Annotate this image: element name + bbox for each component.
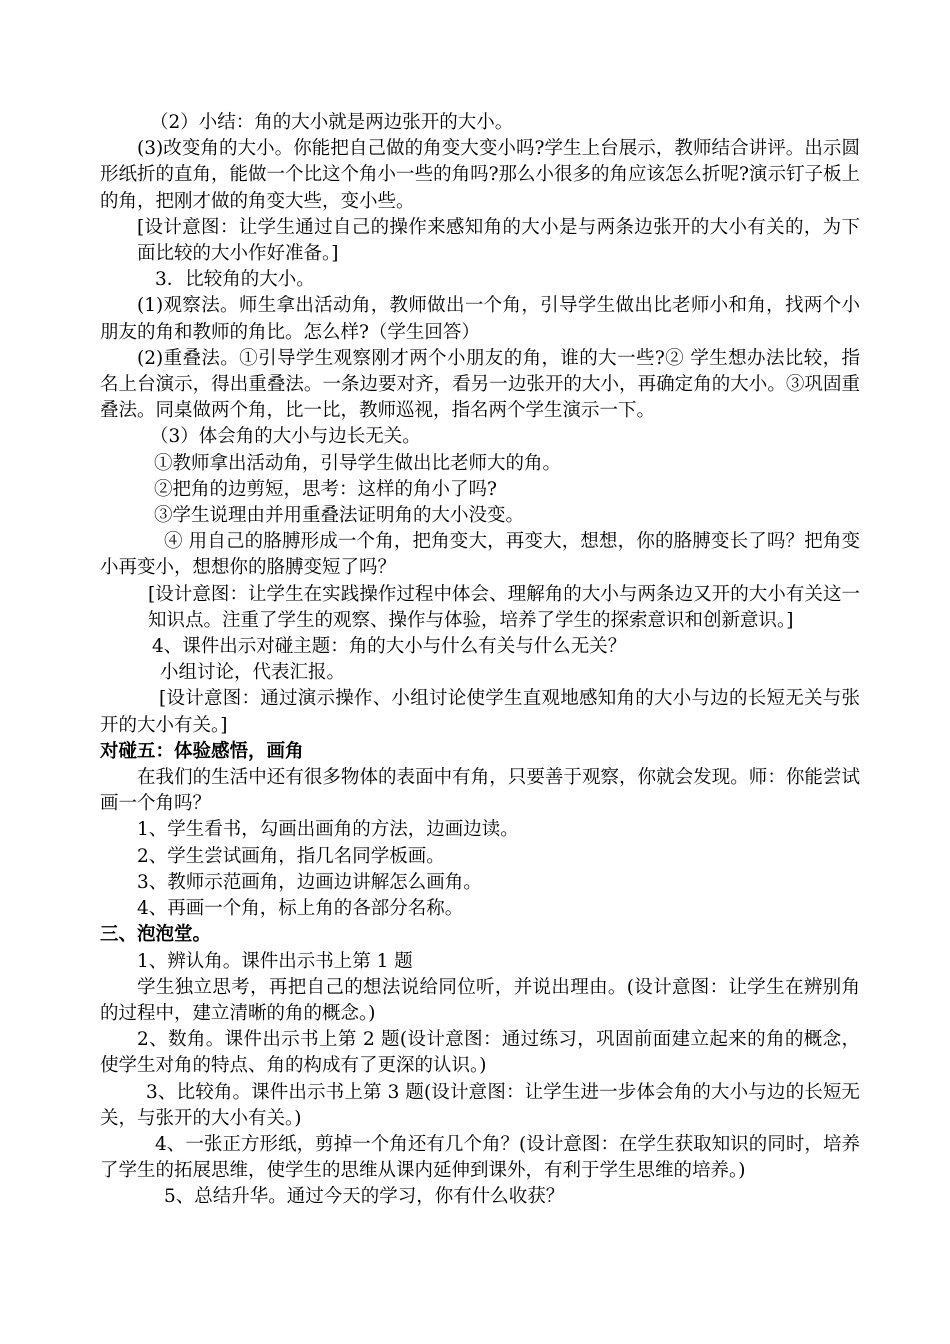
design-intent-2: [设计意图：让学生在实践操作过程中体会、理解角的大小与两条边又开的大小有关这一知识点。注重了学生的观察、操作与体验，培养了学生的探索意识和创新意识。] (148, 583, 860, 631)
overlap-method-paragraph: (2)重叠法。①引导学生观察刚才两个小朋友的角，谁的大一些?② 学生想办法比较，指名上台演示，得出重叠法。一条边要对齐，看另一边张开的大小，再确定角的大小。③巩固重叠法。同桌做两个角，比一比，教师巡视，指名两个学生演示一下。 (100, 347, 860, 422)
life-paragraph: 在我们的生活中还有很多物体的表面中有角，只要善于观察，你就会发现。师：你能尝试画一个角吗？ (100, 767, 860, 815)
exercise-1-detail: 学生独立思考，再把自己的想法说给同位听，并说出理由。(设计意图：让学生在辨别角的过程中，建立清晰的角的概念。) (100, 976, 860, 1024)
step-2: ②把角的边剪短，思考：这样的角小了吗? (154, 478, 497, 500)
section-heading-3: 三、泡泡堂。 (100, 924, 212, 946)
exercise-4: 4、一张正方形纸，剪掉一个角还有几个角？(设计意图：在学生获取知识的同时，培养了学生的拓展思维，使学生的思维从课内延伸到课外，有利于学生思维的培养。) (100, 1133, 860, 1182)
group-discussion: 小组讨论，代表汇报。 (160, 662, 346, 684)
document-page (100, 110, 860, 1211)
step-4: ④ 用自己的胳膊形成一个角，把角变大，再变大，想想，你的胳膊变长了吗？把角变小再变小，想想你的胳膊变短了吗？ (100, 531, 860, 579)
topic-paragraph: 4、课件出示对碰主题：角的大小与什么有关与什么无关？ (152, 636, 627, 658)
side-length-heading: （3）体会角的大小与边长无关。 (150, 426, 421, 448)
draw-step-3: 3、教师示范画角，边画边讲解怎么画角。 (137, 871, 482, 893)
change-angle-paragraph: (3)改变角的大小。你能把自己做的角变大变小吗?学生上台展示，教师结合讲评。出示圆形纸折的直角，能做一个比这个角小一些的角吗?那么小很多的角应该怎么折呢?演示钉子板上的角，把刚才做的角变大些，变小些。 (100, 138, 860, 212)
summary-paragraph: （2）小结：角的大小就是两边张开的大小。 (150, 112, 514, 133)
summary-question: 5、总结升华。通过今天的学习，你有什么收获？ (164, 1186, 565, 1208)
draw-step-4: 4、再画一个角，标上角的各部分名称。 (137, 898, 464, 920)
design-intent-3: [设计意图：通过演示操作、小组讨论使学生直观地感知角的大小与边的长短无关与张开的大小有关。] (100, 688, 860, 736)
design-intent-1: [设计意图：让学生通过自己的操作来感知角的大小是与两条边张开的大小有关的，为下面比较的大小作好准备。] (137, 216, 860, 265)
step-1: ①教师拿出活动角，引导学生做出比老师大的角。 (154, 452, 562, 474)
exercise-2: 2、数角。课件出示书上第 2 题(设计意图：通过练习，巩固前面建立起来的角的概念，使学生对角的特点、角的构成有了更深的认识。) (100, 1029, 860, 1077)
compare-angle-heading: 3．比较角的大小。 (155, 269, 315, 291)
exercise-3: 3、比较角。课件出示书上第 3 题(设计意图：让学生进一步体会角的大小与边的长短无关，与张开的大小有关。) (100, 1081, 860, 1129)
section-heading-5: 对碰五：体验感悟，画角 (100, 740, 304, 762)
step-3: ③学生说理由并用重叠法证明角的大小没变。 (154, 505, 525, 527)
draw-step-1: 1、学生看书，勾画出画角的方法，边画边读。 (137, 819, 519, 841)
observation-method-paragraph: (1)观察法。师生拿出活动角，教师做出一个角，引导学生做出比老师小和角，找两个小朋友的角和教师的角比。怎么样?（学生回答） (100, 295, 860, 343)
draw-step-2: 2、学生尝试画角，指几名同学板画。 (137, 845, 445, 867)
exercise-1: 1、辨认角。课件出示书上第 1 题 (137, 950, 413, 972)
